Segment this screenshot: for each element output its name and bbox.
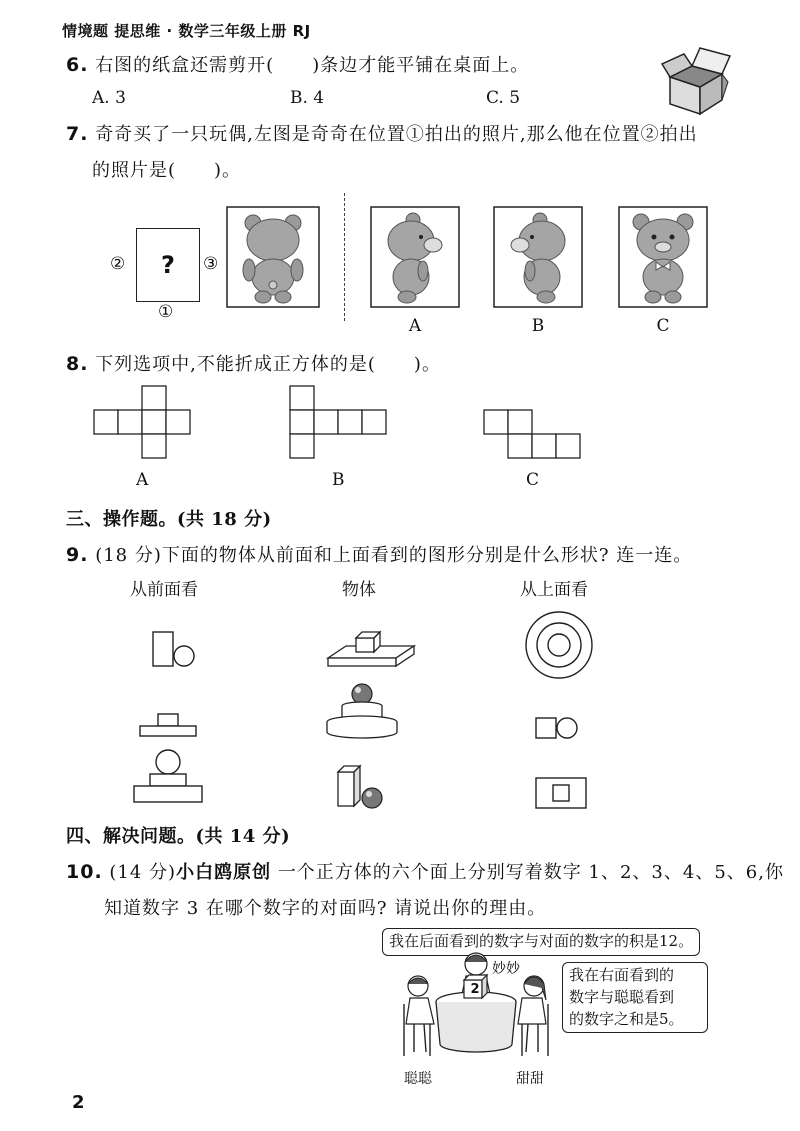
question-text-line1: 一个正方体的六个面上分别写着数字 1、2、3、4、5、6,你 <box>277 862 784 883</box>
bear-option-a <box>371 207 459 307</box>
question-prefix: (14 分) <box>109 862 177 883</box>
section-3-title: 三、操作题。(共 18 分) <box>66 509 272 530</box>
cube-face-number: 2 <box>470 982 480 997</box>
question-10 <box>66 858 784 884</box>
position-3-label: ③ <box>203 254 219 274</box>
front-view-circle-on-steps <box>132 748 204 806</box>
question-text-line1: 奇奇买了一只玩偶,左图是奇奇在位置①拍出的照片,那么他在位置②拍出 <box>95 124 698 145</box>
speech-bubble-right <box>562 962 708 1033</box>
bubble-line: 的数字之和是5。 <box>569 1009 684 1028</box>
question-number: 8. <box>66 353 89 375</box>
children-at-table-illustration <box>396 944 556 1066</box>
name-congcong: 聪聪 <box>404 1071 432 1087</box>
net-a-label: A <box>136 470 149 490</box>
section-4-title: 四、解决问题。(共 14 分) <box>66 826 291 847</box>
option-c: C. 5 <box>486 88 521 108</box>
net-option-b <box>290 386 386 458</box>
question-6 <box>66 51 529 77</box>
question-text: 下列选项中,不能折成正方体的是( )。 <box>95 354 441 375</box>
top-view-square-circle <box>534 714 580 740</box>
question-7-line2: 的照片是( )。 <box>92 160 242 181</box>
question-8 <box>66 350 441 376</box>
option-b-label: B <box>531 316 545 336</box>
net-option-a <box>94 386 190 458</box>
net-option-c <box>484 410 580 458</box>
object-ball-on-cylinders <box>324 682 400 742</box>
brand-label: 小白鸥原创 <box>176 862 272 883</box>
question-number: 9. <box>66 544 89 566</box>
paper-box-figure <box>660 42 730 117</box>
net-c-label: C <box>526 470 540 490</box>
bubble-line: 数字与聪聪看到 <box>569 987 675 1006</box>
name-tiantian: 甜甜 <box>516 1071 544 1087</box>
speech-bubble-top: 我在后面看到的数字与对面的数字的积是12。 <box>382 928 700 956</box>
object-cuboid-and-ball <box>336 762 386 810</box>
column-object: 物体 <box>342 580 376 600</box>
question-number: 6. <box>66 54 89 76</box>
option-a-label: A <box>408 316 422 336</box>
unknown-photo-box: ? <box>136 228 200 302</box>
bear-option-c <box>619 207 707 307</box>
question-10-line2: 知道数字 3 在哪个数字的对面吗? 请说出你的理由。 <box>104 898 547 919</box>
object-cube-on-slab <box>326 628 416 670</box>
name-miaomiao: 妙妙 <box>492 961 520 977</box>
question-text: 右图的纸盒还需剪开( )条边才能平铺在桌面上。 <box>95 55 530 76</box>
front-view-stacked-rects <box>138 712 198 738</box>
bear-option-b <box>494 207 582 307</box>
option-b: B. 4 <box>290 88 325 108</box>
page-number: 2 <box>72 1092 85 1113</box>
question-text: (18 分)下面的物体从前面和上面看到的图形分别是什么形状? 连一连。 <box>95 545 693 566</box>
column-top-view: 从上面看 <box>520 580 588 600</box>
net-b-label: B <box>332 470 345 490</box>
column-front-view: 从前面看 <box>130 580 198 600</box>
question-7 <box>66 120 698 146</box>
page-header: 情境题 提思维 · 数学三年级上册 RJ <box>62 22 311 40</box>
position-1-label: ① <box>158 302 174 322</box>
option-a: A. 3 <box>92 88 126 108</box>
bubble-line: 我在右面看到的 <box>569 966 675 984</box>
divider-line <box>344 193 345 321</box>
top-view-concentric-circles <box>524 610 594 680</box>
option-c-label: C <box>656 316 670 336</box>
bear-back-view-photo <box>227 207 319 307</box>
question-9 <box>66 541 692 567</box>
front-view-rect-circle <box>150 632 196 668</box>
question-number: 7. <box>66 123 89 145</box>
question-number: 10. <box>66 861 103 883</box>
top-view-square-in-rect <box>534 776 588 810</box>
position-2-label: ② <box>110 254 126 274</box>
